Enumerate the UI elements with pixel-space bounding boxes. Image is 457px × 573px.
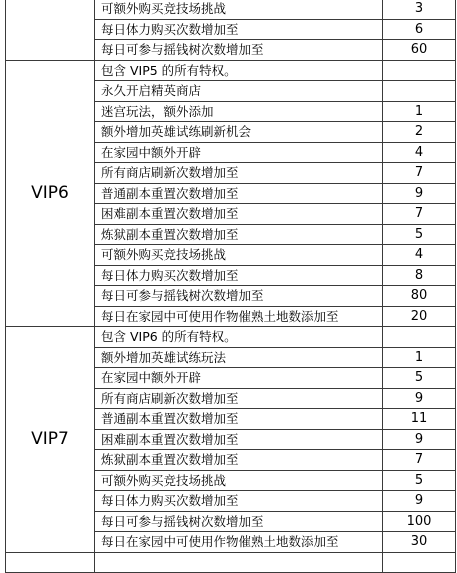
privilege-description: 每日可参与摇钱树次数增加至 [95,40,383,61]
privilege-description: 永久开启精英商店 [95,81,383,102]
privilege-description: 可额外购买竞技场挑战 [95,470,383,491]
privilege-value: 80 [383,286,456,307]
privilege-description: 所有商店刷新次数增加至 [95,388,383,409]
privilege-value: 7 [383,450,456,471]
privilege-description: 每日可参与摇钱树次数增加至 [95,511,383,532]
privilege-value: 7 [383,163,456,184]
privilege-value: 1 [383,347,456,368]
privilege-description: 包含 VIP5 的所有特权。 [95,60,383,81]
privilege-value: 9 [383,183,456,204]
privilege-description: 炼狱副本重置次数增加至 [95,224,383,245]
privilege-description: 每日在家园中可使用作物催熟土地数添加至 [95,532,383,553]
privilege-value: 8 [383,265,456,286]
privilege-value: 100 [383,511,456,532]
partial-cell [6,552,95,573]
partial-cell [95,552,383,573]
privilege-value: 2 [383,122,456,143]
privilege-description: 每日体力购买次数增加至 [95,265,383,286]
privilege-value: 20 [383,306,456,327]
privilege-description: 额外增加英雄试练玩法 [95,347,383,368]
privilege-value: 4 [383,142,456,163]
privilege-description: 困难副本重置次数增加至 [95,429,383,450]
privilege-description: 所有商店刷新次数增加至 [95,163,383,184]
privilege-value [383,60,456,81]
table-row [6,327,456,348]
privilege-description: 可额外购买竞技场挑战 [95,245,383,266]
privilege-description: 每日体力购买次数增加至 [95,19,383,40]
privilege-value: 5 [383,368,456,389]
privilege-value: 11 [383,409,456,430]
privilege-description: 可额外购买竞技场挑战 [95,0,383,19]
vip-level-cell: VIP6 [6,60,95,327]
privilege-value [383,81,456,102]
privilege-description: 迷宫玩法，额外添加 [95,101,383,122]
partial-cell [383,552,456,573]
privilege-value: 4 [383,245,456,266]
table-row [6,60,456,81]
privilege-value: 30 [383,532,456,553]
privilege-description: 每日体力购买次数增加至 [95,491,383,512]
vip-level-cell [6,0,95,60]
privilege-value: 7 [383,204,456,225]
table-row [6,0,456,19]
privilege-value: 5 [383,470,456,491]
vip-privileges-table [5,0,456,573]
privilege-description: 困难副本重置次数增加至 [95,204,383,225]
vip-level-cell: VIP7 [6,327,95,553]
privilege-value: 5 [383,224,456,245]
privilege-description: 包含 VIP6 的所有特权。 [95,327,383,348]
privilege-description: 在家园中额外开辟 [95,142,383,163]
privilege-value: 60 [383,40,456,61]
privilege-description: 普通副本重置次数增加至 [95,409,383,430]
privilege-description: 炼狱副本重置次数增加至 [95,450,383,471]
privilege-description: 额外增加英雄试练刷新机会 [95,122,383,143]
privilege-value: 9 [383,388,456,409]
privilege-value: 3 [383,0,456,19]
privilege-description: 每日可参与摇钱树次数增加至 [95,286,383,307]
privilege-description: 在家园中额外开辟 [95,368,383,389]
privilege-description: 每日在家园中可使用作物催熟土地数添加至 [95,306,383,327]
privilege-value: 1 [383,101,456,122]
vip-table-body [6,0,456,573]
privilege-value: 9 [383,429,456,450]
privilege-value: 6 [383,19,456,40]
privilege-value [383,327,456,348]
privilege-description: 普通副本重置次数增加至 [95,183,383,204]
table-row-partial [6,552,456,573]
privilege-value: 9 [383,491,456,512]
